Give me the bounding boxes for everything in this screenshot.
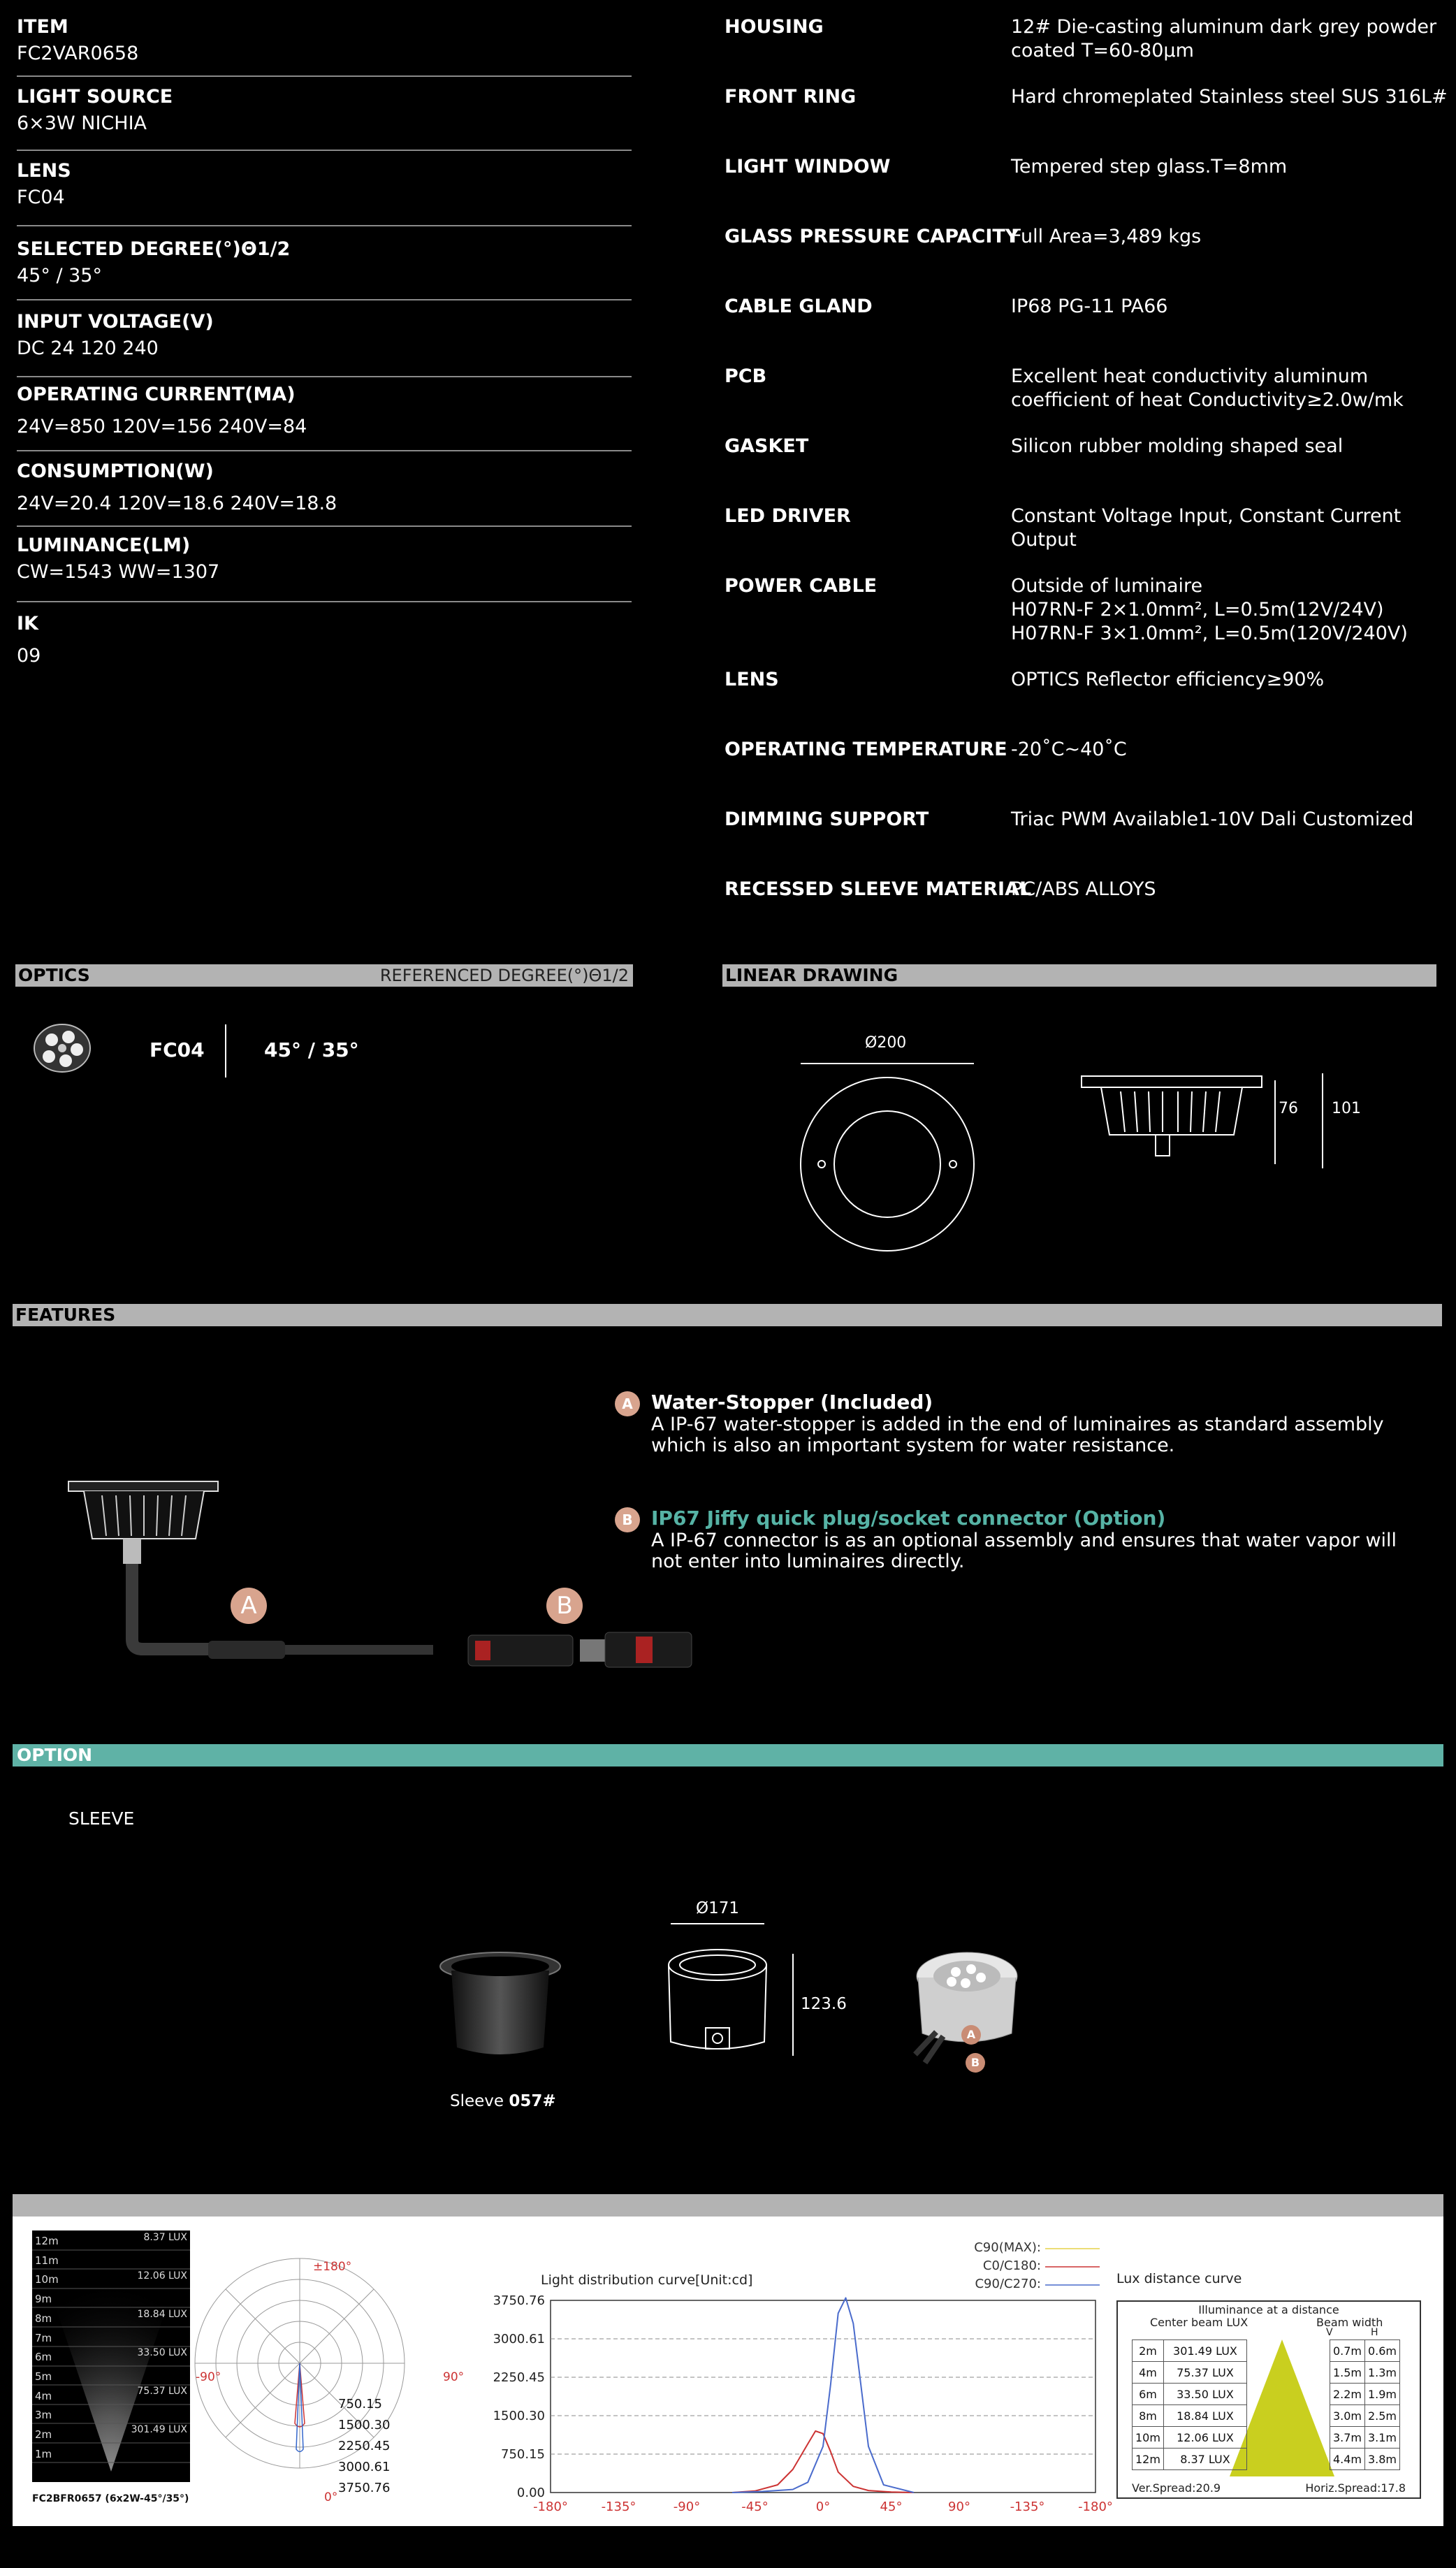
spec-value: FC04: [17, 187, 65, 208]
lux-table-title: Lux distance curve: [1116, 2271, 1242, 2286]
spec-value: 12# Die-casting aluminum dark grey powder coated T=60-80μm: [1011, 16, 1437, 61]
side-view-drawing: [1076, 1071, 1272, 1168]
table-cell: 8m: [1133, 2405, 1164, 2427]
lux-axis: [131, 2232, 187, 2462]
table-cell: 301.49 LUX: [1163, 2340, 1246, 2362]
polar-top-label: ±180°: [313, 2260, 352, 2274]
spec-label: CONSUMPTION(W): [17, 460, 214, 482]
center-beam-header: Center beam LUX: [1150, 2316, 1248, 2329]
table-cell: 4m: [1133, 2362, 1164, 2384]
optics-title: OPTICS: [18, 965, 90, 985]
sleeve-badge-a: A: [961, 2025, 981, 2045]
polar-ring-label: 750.15: [338, 2397, 382, 2411]
option-title: OPTION: [17, 1745, 93, 1765]
distance-label: 1m: [35, 2447, 52, 2460]
x-tick-label: 90°: [948, 2500, 970, 2514]
table-cell: 33.50 LUX: [1163, 2384, 1246, 2405]
feature-a-badge: A: [615, 1391, 640, 1416]
distance-label: 8m: [35, 2312, 52, 2325]
spec-value: IP68 PG-11 PA66: [1011, 296, 1168, 317]
table-cell: 6m: [1133, 2384, 1164, 2405]
option-header-bar: [13, 1744, 1443, 1767]
spec-label: LIGHT WINDOW: [725, 156, 891, 177]
polar-ring-label: 2250.45: [338, 2439, 391, 2453]
polar-left-label: -90°: [196, 2370, 221, 2384]
photometry-header-bar: [13, 2194, 1443, 2217]
table-cell: 10m: [1133, 2427, 1164, 2449]
lens-icon: [31, 1022, 94, 1075]
table-cell: 3.8m: [1364, 2449, 1399, 2470]
table-row: [1133, 2340, 1400, 2362]
spec-label: HOUSING: [725, 16, 824, 38]
table-cell: 3.0m: [1330, 2405, 1364, 2427]
polar-ring-labels: [338, 2394, 390, 2499]
photometry-panel: [13, 2217, 1443, 2526]
distance-label: 7m: [35, 2331, 52, 2344]
spec-value: 09: [17, 645, 41, 667]
table-cell: 1.9m: [1364, 2384, 1399, 2405]
spec-label: GASKET: [725, 435, 809, 457]
water-stopper-marker: A: [231, 1588, 267, 1624]
sleeve-badge-b: B: [966, 2053, 985, 2073]
chart-title: Light distribution curve[Unit:cd]: [541, 2272, 753, 2288]
horizontal-spread: Horiz.Spread:17.8: [1305, 2481, 1406, 2495]
sleeve-diameter-line: [671, 1923, 764, 1924]
table-cell: 2.5m: [1364, 2405, 1399, 2427]
x-tick-label: -90°: [673, 2500, 701, 2514]
y-tick-label: 3750.76: [493, 2293, 545, 2308]
spec-label: POWER CABLE: [725, 575, 878, 597]
height-label-101: 101: [1332, 1100, 1361, 1117]
spec-value: Tempered step glass.T=8mm: [1011, 156, 1288, 177]
y-tick-label: 1500.30: [493, 2409, 545, 2424]
polar-right-label: 90°: [443, 2370, 465, 2384]
x-tick-label: -135°: [601, 2500, 636, 2514]
sleeve-caption-prefix: Sleeve: [450, 2092, 509, 2110]
lux-table-box: [1116, 2300, 1421, 2499]
diameter-label: Ø200: [865, 1034, 907, 1052]
table-row: [1133, 2384, 1400, 2405]
feature-a-text: A IP-67 water-stopper is added in the end of luminaires as standard assembly which is also an important system for water resistance.: [651, 1414, 1384, 1456]
spec-label: GLASS PRESSURE CAPACITY: [725, 226, 1019, 247]
optics-header-bar: [15, 964, 633, 987]
spec-value: 45° / 35°: [17, 265, 102, 286]
lux-label: 33.50 LUX: [137, 2347, 187, 2358]
optics-divider: [225, 1024, 226, 1078]
spec-label: RECESSED SLEEVE MATERIAL: [725, 878, 1032, 900]
spec-label: CABLE GLAND: [725, 296, 873, 317]
water-stopper-illustration: [63, 1474, 720, 1684]
linear-drawing-title: LINEAR DRAWING: [725, 965, 898, 985]
table-cell: 0.7m: [1330, 2340, 1364, 2362]
spec-label: SELECTED DEGREE(°)Θ1/2: [17, 238, 291, 260]
spec-label: DIMMING SUPPORT: [725, 808, 929, 830]
table-cell: 18.84 LUX: [1163, 2405, 1246, 2427]
legend-entry: C90(MAX):: [974, 2240, 1041, 2255]
spec-label: INPUT VOLTAGE(V): [17, 311, 214, 333]
sleeve-label: SLEEVE: [68, 1808, 135, 1829]
table-cell: 3.1m: [1364, 2427, 1399, 2449]
spec-value: Full Area=3,489 kgs: [1011, 226, 1202, 247]
spec-item: [17, 612, 632, 675]
spec-value: Triac PWM Available1-10V Dali Customized: [1011, 808, 1414, 830]
table-cell: 1.5m: [1330, 2362, 1364, 2384]
spec-value: 6×3W NICHIA: [17, 113, 147, 134]
height-line-76: [1274, 1080, 1276, 1164]
spec-label: LIGHT SOURCE: [17, 86, 173, 108]
vertical-spread: Ver.Spread:20.9: [1132, 2481, 1221, 2495]
beam-width-header: Beam width: [1316, 2316, 1383, 2329]
spec-value: 24V=20.4 120V=18.6 240V=18.8: [17, 493, 337, 514]
legend-entry: C90/C270:: [975, 2277, 1041, 2291]
table-cell: 0.6m: [1364, 2340, 1399, 2362]
plot-frame: [551, 2300, 1095, 2493]
spec-item: [17, 383, 632, 451]
distance-label: 4m: [35, 2389, 52, 2402]
y-tick-label: 750.15: [501, 2447, 545, 2462]
features-title: FEATURES: [15, 1305, 116, 1325]
distance-label: 2m: [35, 2428, 52, 2442]
table-row: [1133, 2427, 1400, 2449]
y-tick-label: 0.00: [516, 2486, 545, 2500]
model-code: FC2BFR0657 (6x2W-45°/35°): [32, 2493, 189, 2504]
spec-label: LENS: [725, 669, 779, 690]
sleeve-height-line: [792, 1954, 794, 2056]
distance-label: 11m: [35, 2254, 59, 2267]
spec-value: CW=1543 WW=1307: [17, 561, 220, 583]
table-row: [1133, 2362, 1400, 2384]
spec-label: ITEM: [17, 16, 68, 38]
lux-table: [1132, 2340, 1400, 2470]
x-tick-label: -180°: [533, 2500, 568, 2514]
y-tick-label: 2250.45: [493, 2370, 545, 2386]
x-tick-label: -180°: [1078, 2500, 1113, 2514]
sleeve-photo: [436, 1950, 565, 2061]
series-line: [732, 2431, 914, 2493]
polar-ring-label: 3750.76: [338, 2481, 391, 2495]
spec-label: OPERATING TEMPERATURE: [725, 739, 1007, 760]
spec-label: FRONT RING: [725, 86, 857, 108]
spec-label: LED DRIVER: [725, 505, 851, 527]
spec-label: IK: [17, 613, 38, 634]
spec-label: OPERATING CURRENT(MA): [17, 384, 296, 405]
spec-label: LUMINANCE(LM): [17, 535, 191, 556]
table-cell: 12.06 LUX: [1163, 2427, 1246, 2449]
spec-value: FC2VAR0658: [17, 43, 139, 64]
table-cell: 8.37 LUX: [1163, 2449, 1246, 2470]
optics-degree: 45° / 35°: [264, 1038, 359, 1061]
spec-value: 24V=850 120V=156 240V=84: [17, 416, 307, 437]
curve-legend: [908, 2239, 1041, 2293]
spec-value: Silicon rubber molding shaped seal: [1011, 435, 1344, 457]
y-tick-label: 3000.61: [493, 2331, 545, 2346]
spec-value: DC 24 120 240: [17, 338, 159, 359]
sleeve-drawing: [665, 1947, 770, 2059]
lux-label: 301.49 LUX: [131, 2424, 187, 2435]
distance-label: 9m: [35, 2293, 52, 2306]
table-cell: 75.37 LUX: [1163, 2362, 1246, 2384]
table-cell: 3.7m: [1330, 2427, 1364, 2449]
referenced-degree-label: REFERENCED DEGREE(°)Θ1/2: [379, 966, 629, 985]
polar-ring-label: 1500.30: [338, 2418, 391, 2432]
sleeve-height-label: 123.6: [801, 1995, 847, 2013]
table-cell: 4.4m: [1330, 2449, 1364, 2470]
legend-entry: C0/C180:: [982, 2258, 1041, 2273]
series-line: [732, 2298, 914, 2493]
spec-label: PCB: [725, 365, 767, 387]
spec-item: [17, 460, 632, 527]
table-cell: 1.3m: [1364, 2362, 1399, 2384]
feature-a-title: Water-Stopper (Included): [651, 1391, 933, 1414]
distance-axis: [35, 2232, 59, 2464]
h-header: H: [1371, 2327, 1378, 2338]
lux-label: 8.37 LUX: [143, 2232, 187, 2243]
spec-label: LENS: [17, 160, 71, 182]
spec-item: [17, 310, 632, 377]
linear-drawing-header-bar: [722, 964, 1436, 987]
optics-lens-code: FC04: [150, 1038, 205, 1061]
spec-value: PC/ABS ALLOYS: [1011, 878, 1156, 900]
spec-value: Excellent heat conductivity aluminum coefficient of heat Conductivity≥2.0w/mk: [1011, 365, 1404, 411]
spec-item: [17, 15, 632, 77]
polar-bottom-label: 0°: [324, 2490, 338, 2504]
spec-value: Outside of luminaire H07RN-F 2×1.0mm², L=0.5m(12V/24V) H07RN-F 3×1.0mm², L=0.5m(120V/240V): [1011, 575, 1408, 644]
v-header: V: [1326, 2327, 1333, 2338]
spec-value: -20˚C~40˚C: [1011, 739, 1127, 760]
table-row: [1133, 2449, 1400, 2470]
distance-label: 3m: [35, 2409, 52, 2422]
spec-item: [17, 534, 632, 602]
x-tick-label: -135°: [1010, 2500, 1045, 2514]
table-row: [1133, 2405, 1400, 2427]
feature-b-text: A IP-67 connector is as an optional assembly and ensures that water vapor will not enter into luminaires directly.: [651, 1530, 1397, 1572]
lux-table-header: Illuminance at a distance: [1198, 2303, 1339, 2316]
beam-distance-chart: [32, 2230, 190, 2482]
sleeve-caption: [450, 2092, 556, 2110]
spec-value: Hard chromeplated Stainless steel SUS 316L#: [1011, 86, 1448, 108]
spec-item: [17, 238, 632, 300]
spec-value: Constant Voltage Input, Constant Current Output: [1011, 505, 1402, 551]
table-cell: 2m: [1133, 2340, 1164, 2362]
x-tick-label: -45°: [741, 2500, 769, 2514]
table-cell: 12m: [1133, 2449, 1164, 2470]
height-label-76: 76: [1279, 1100, 1298, 1117]
features-header-bar: [13, 1304, 1442, 1326]
distance-label: 6m: [35, 2351, 52, 2364]
x-tick-label: 45°: [880, 2500, 903, 2514]
lux-label: 12.06 LUX: [137, 2270, 187, 2282]
feature-b-title: IP67 Jiffy quick plug/socket connector (Option): [651, 1507, 1166, 1530]
distance-label: 12m: [35, 2235, 59, 2247]
x-tick-label: 0°: [815, 2500, 831, 2514]
sleeve-diameter-label: Ø171: [696, 1899, 740, 1917]
top-view-drawing: [796, 1057, 978, 1255]
table-cell: 2.2m: [1330, 2384, 1364, 2405]
connector-marker: B: [546, 1588, 583, 1624]
sleeve-caption-code: 057#: [509, 2092, 556, 2110]
sleeve-assembly-photo: [908, 1950, 1020, 2075]
spec-value: OPTICS Reflector efficiency≥90%: [1011, 669, 1325, 690]
feature-b-badge: B: [615, 1507, 640, 1532]
distance-label: 5m: [35, 2370, 52, 2383]
polar-ring-label: 3000.61: [338, 2460, 391, 2474]
spec-item: [17, 159, 632, 226]
light-distribution-chart: [474, 2286, 1113, 2524]
lux-label: 75.37 LUX: [137, 2386, 187, 2397]
distance-label: 10m: [35, 2273, 59, 2286]
spec-item: [17, 85, 632, 151]
lux-label: 18.84 LUX: [137, 2309, 187, 2320]
height-line-101: [1322, 1073, 1323, 1168]
